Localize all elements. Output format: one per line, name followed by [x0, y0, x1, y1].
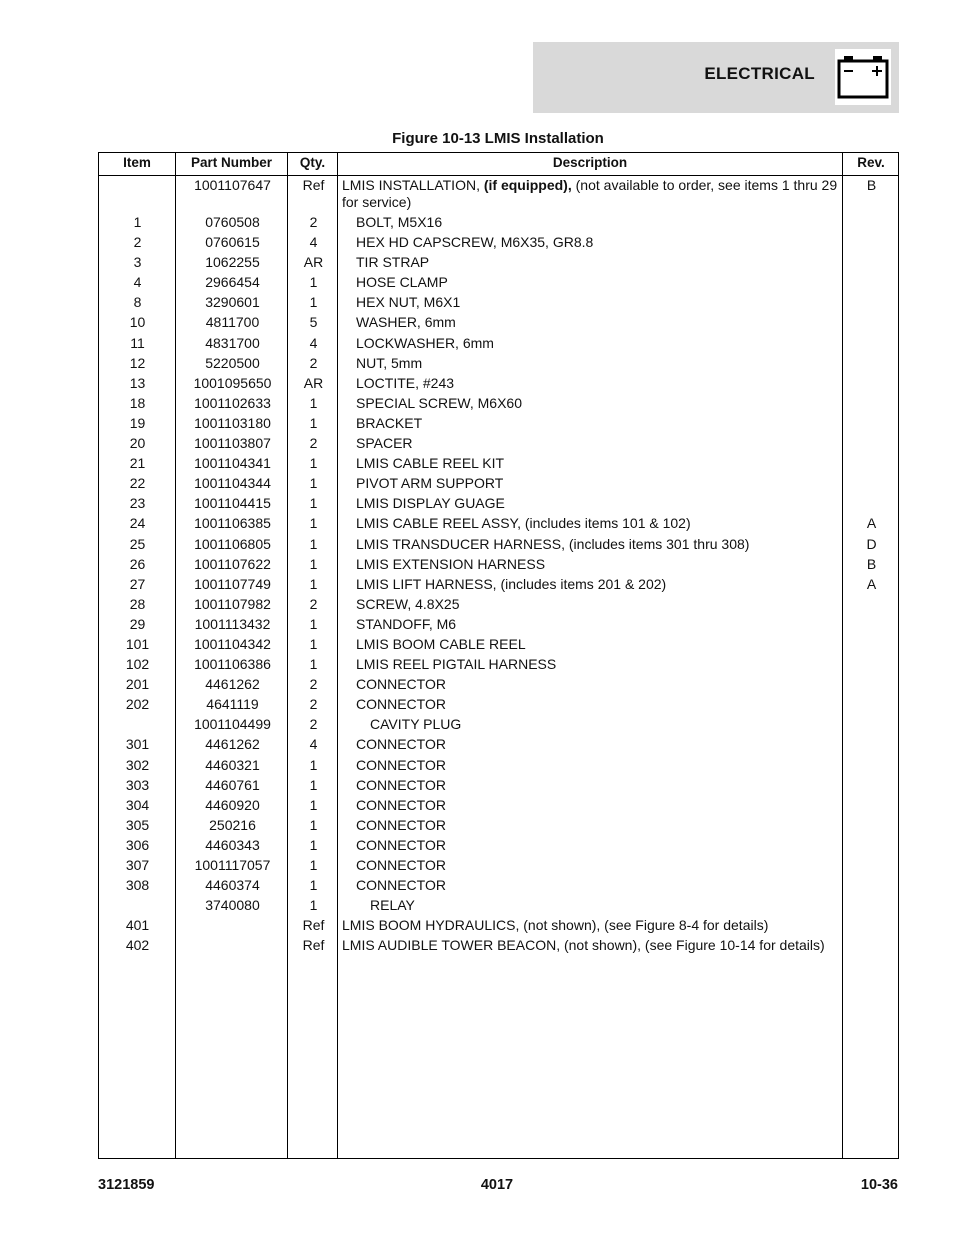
table-row	[99, 455, 898, 475]
description-cell: CONNECTOR	[356, 776, 446, 793]
description-cell: LMIS EXTENSION HARNESS	[356, 555, 546, 572]
header-qty: Qty.	[299, 155, 326, 170]
part-number-cell: 1001113432	[194, 615, 271, 632]
item-cell: 24	[129, 515, 146, 532]
item-cell: 12	[129, 354, 146, 371]
part-number-cell: 1001117057	[194, 857, 271, 873]
part-number-cell: 0760615	[205, 234, 260, 251]
header-part-number: Part Number	[190, 155, 273, 170]
part-number-cell: 1001106805	[194, 535, 271, 552]
item-cell: 306	[125, 836, 150, 853]
table-row	[99, 777, 898, 797]
qty-cell: 1	[309, 515, 318, 532]
description-cell: HEX NUT, M6X1	[356, 294, 461, 311]
part-number-cell: 4811700	[205, 314, 260, 331]
qty-cell: 1	[309, 816, 318, 833]
table-row	[99, 515, 898, 535]
description-cell: LOCTITE, #243	[356, 374, 455, 391]
rev-cell: A	[866, 515, 877, 532]
description-part: (not available to order, see items 1 thru 29 for service)	[342, 177, 838, 210]
description-cell: PIVOT ARM SUPPORT	[356, 475, 504, 492]
item-cell: 27	[129, 575, 146, 592]
table-row	[99, 716, 898, 736]
qty-cell: 1	[309, 394, 318, 411]
table-body	[99, 177, 898, 957]
table-row	[99, 177, 898, 214]
table-row	[99, 234, 898, 254]
table-row	[99, 254, 898, 274]
description-cell: LMIS REEL PIGTAIL HARNESS	[356, 656, 557, 673]
item-cell: 101	[125, 635, 150, 652]
part-number-cell: 3740080	[205, 897, 260, 914]
item-cell: 308	[125, 877, 150, 894]
qty-cell: 1	[309, 796, 318, 813]
table-row	[99, 837, 898, 857]
item-cell: 4	[133, 274, 142, 291]
qty-cell: AR	[303, 254, 324, 271]
table-row	[99, 475, 898, 495]
item-cell: 13	[129, 374, 146, 391]
item-cell: 21	[129, 455, 146, 472]
description-cell: SPECIAL SCREW, M6X60	[356, 394, 522, 411]
figure-title: Figure 10-13 LMIS Installation	[392, 130, 604, 147]
part-number-cell: 5220500	[205, 354, 260, 371]
table-row	[99, 415, 898, 435]
part-number-cell: 4461262	[205, 676, 260, 693]
part-number-cell: 4460761	[205, 776, 260, 793]
description-part: (if equipped),	[483, 177, 572, 193]
description-cell: HOSE CLAMP	[356, 274, 448, 291]
description-cell: CONNECTOR	[356, 676, 446, 693]
description-cell: BRACKET	[356, 414, 423, 431]
qty-cell: 1	[309, 615, 318, 632]
item-cell: 20	[129, 435, 146, 452]
description-cell: CONNECTOR	[356, 816, 446, 833]
item-cell: 202	[125, 696, 150, 713]
qty-cell: 2	[309, 435, 318, 452]
part-number-cell: 4460321	[205, 756, 260, 773]
part-number-cell: 1001103180	[194, 414, 271, 431]
part-number-cell: 1001102633	[194, 394, 271, 411]
description-cell: LMIS CABLE REEL ASSY, (includes items 101 & 102)	[356, 515, 691, 532]
table-row	[99, 736, 898, 756]
qty-cell: 1	[309, 877, 318, 894]
table-row	[99, 314, 898, 334]
description-cell	[342, 177, 838, 214]
qty-cell: 2	[309, 716, 318, 733]
description-cell: LMIS DISPLAY GUAGE	[356, 495, 505, 512]
qty-cell: 1	[309, 776, 318, 793]
qty-cell: 1	[309, 857, 318, 873]
description-cell: CONNECTOR	[356, 857, 446, 873]
part-number-cell: 3290601	[205, 294, 260, 311]
table-row	[99, 596, 898, 616]
table-row	[99, 294, 898, 314]
description-cell: SCREW, 4.8X25	[356, 595, 460, 612]
part-number-cell: 250216	[209, 816, 256, 833]
part-number-cell: 1001107749	[194, 575, 271, 592]
qty-cell: 1	[309, 535, 318, 552]
description-cell: CAVITY PLUG	[370, 716, 462, 733]
part-number-cell: 1001104342	[194, 635, 271, 652]
table-row	[99, 616, 898, 636]
table-row	[99, 435, 898, 455]
header-rev: Rev.	[857, 155, 885, 170]
part-number-cell: 1062255	[205, 254, 260, 271]
part-number-cell: 1001104499	[194, 716, 271, 733]
description-cell: RELAY	[370, 897, 415, 914]
table-row	[99, 897, 898, 917]
part-number-cell: 1001104341	[194, 455, 271, 472]
description-cell: LMIS TRANSDUCER HARNESS, (includes items 301 thru 308)	[356, 535, 750, 552]
table-row	[99, 495, 898, 515]
qty-cell: 1	[309, 414, 318, 431]
qty-cell: 1	[309, 836, 318, 853]
header-description: Description	[552, 155, 628, 170]
qty-cell: Ref	[302, 937, 325, 954]
qty-cell: 1	[309, 475, 318, 492]
description-cell: WASHER, 6mm	[356, 314, 456, 331]
table-row	[99, 857, 898, 877]
part-number-cell: 2966454	[205, 274, 260, 291]
item-cell: 18	[129, 394, 146, 411]
part-number-cell: 4461262	[205, 736, 260, 753]
qty-cell: Ref	[302, 917, 325, 934]
table-row	[99, 395, 898, 415]
description-cell: HEX HD CAPSCREW, M6X35, GR8.8	[356, 234, 594, 251]
qty-cell: 2	[309, 214, 318, 230]
description-cell: CONNECTOR	[356, 836, 446, 853]
qty-cell: 5	[309, 314, 318, 331]
item-cell: 25	[129, 535, 146, 552]
footer-page-number: 10-36	[860, 1177, 898, 1193]
item-cell: 3	[133, 254, 142, 271]
description-cell: LMIS CABLE REEL KIT	[356, 455, 505, 472]
part-number-cell: 1001095650	[193, 374, 272, 391]
description-cell: NUT, 5mm	[356, 354, 423, 371]
item-cell: 401	[125, 917, 150, 934]
table-row	[99, 274, 898, 294]
table-row	[99, 636, 898, 656]
part-number-cell: 1001104344	[194, 475, 271, 492]
qty-cell: 1	[309, 274, 318, 291]
qty-cell: 1	[309, 555, 318, 572]
table-row	[99, 696, 898, 716]
item-cell: 11	[130, 334, 145, 351]
item-cell: 29	[129, 615, 146, 632]
qty-cell: 1	[309, 294, 318, 311]
table-row	[99, 797, 898, 817]
item-cell: 2	[133, 234, 142, 251]
qty-cell: 1	[309, 455, 318, 472]
part-number-cell: 4460374	[205, 877, 260, 894]
item-cell: 22	[129, 475, 146, 492]
table-row	[99, 536, 898, 556]
table-row	[99, 355, 898, 375]
qty-cell: 4	[309, 234, 318, 251]
footer-center: 4017	[480, 1177, 514, 1193]
part-number-cell: 4460343	[205, 836, 260, 853]
item-cell: 1	[133, 214, 142, 230]
qty-cell: 4	[309, 334, 318, 351]
rev-cell: A	[866, 575, 877, 592]
rev-cell: D	[866, 535, 877, 552]
item-cell: 307	[125, 857, 150, 873]
part-number-cell: 1001107982	[194, 595, 271, 612]
section-title: ELECTRICAL	[704, 64, 815, 83]
table-row	[99, 335, 898, 355]
description-cell: LOCKWASHER, 6mm	[356, 334, 494, 351]
table-row	[99, 214, 898, 234]
item-cell: 402	[125, 937, 150, 954]
qty-cell: 4	[309, 736, 318, 753]
description-cell: CONNECTOR	[356, 796, 446, 813]
item-cell: 8	[133, 294, 142, 311]
description-cell: TIR STRAP	[356, 254, 430, 271]
qty-cell: 1	[309, 575, 318, 592]
qty-cell: 1	[309, 756, 318, 773]
item-cell: 201	[125, 676, 150, 693]
table-row	[99, 676, 898, 696]
qty-cell: AR	[303, 374, 324, 391]
description-cell: CONNECTOR	[356, 736, 446, 753]
part-number-cell: 4641119	[206, 696, 259, 713]
part-number-cell: 1001106386	[194, 656, 271, 673]
battery-icon	[835, 49, 891, 105]
description-cell: CONNECTOR	[356, 696, 446, 713]
footer-doc-number: 3121859	[98, 1177, 155, 1193]
rev-cell: B	[866, 177, 877, 193]
item-cell: 302	[125, 756, 150, 773]
qty-cell: 2	[309, 595, 318, 612]
description-part: LMIS INSTALLATION,	[342, 177, 484, 193]
table-row	[99, 375, 898, 395]
part-number-cell: 1001106385	[194, 515, 271, 532]
table-row	[99, 656, 898, 676]
table-row	[99, 877, 898, 897]
part-number-cell: 1001107622	[194, 555, 271, 572]
table-row	[99, 757, 898, 777]
part-number-cell: 0760508	[205, 214, 260, 230]
header-item: Item	[123, 155, 151, 170]
table-row	[99, 917, 898, 937]
qty-cell: 1	[309, 635, 318, 652]
description-cell: LMIS BOOM HYDRAULICS, (not shown), (see Figure 8-4 for details)	[342, 917, 769, 934]
item-cell: 23	[129, 495, 146, 512]
description-cell: CONNECTOR	[356, 756, 446, 773]
qty-cell: 1	[309, 656, 318, 673]
section-header	[533, 42, 899, 113]
description-cell: BOLT, M5X16	[356, 214, 443, 230]
rev-cell: B	[866, 555, 877, 572]
qty-cell: 1	[309, 495, 318, 512]
item-cell: 301	[125, 736, 150, 753]
part-number-cell: 1001104415	[194, 495, 271, 512]
qty-cell: Ref	[302, 177, 325, 193]
item-cell: 303	[125, 776, 150, 793]
description-cell: LMIS LIFT HARNESS, (includes items 201 & 202)	[356, 575, 667, 592]
item-cell: 28	[129, 595, 146, 612]
part-number-cell: 1001103807	[194, 435, 271, 452]
description-cell: LMIS BOOM CABLE REEL	[356, 635, 526, 652]
qty-cell: 2	[309, 676, 318, 693]
description-cell: STANDOFF, M6	[356, 615, 457, 632]
part-number-cell: 4460920	[205, 796, 260, 813]
item-cell: 305	[125, 816, 150, 833]
table-row	[99, 937, 898, 957]
item-cell: 304	[125, 796, 150, 813]
table-row	[99, 576, 898, 596]
qty-cell: 2	[309, 354, 318, 371]
description-cell: CONNECTOR	[356, 877, 446, 894]
parts-table	[98, 152, 899, 1159]
item-cell: 19	[129, 414, 146, 431]
description-cell: LMIS AUDIBLE TOWER BEACON, (not shown), (see Figure 10-14 for details)	[342, 937, 825, 954]
qty-cell: 1	[309, 897, 318, 914]
item-cell: 10	[129, 314, 146, 331]
part-number-cell: 1001107647	[194, 177, 271, 193]
table-row	[99, 556, 898, 576]
table-row	[99, 817, 898, 837]
item-cell: 102	[125, 656, 150, 673]
description-cell: SPACER	[356, 435, 413, 452]
item-cell: 26	[129, 555, 146, 572]
part-number-cell: 4831700	[205, 334, 260, 351]
qty-cell: 2	[309, 696, 318, 713]
